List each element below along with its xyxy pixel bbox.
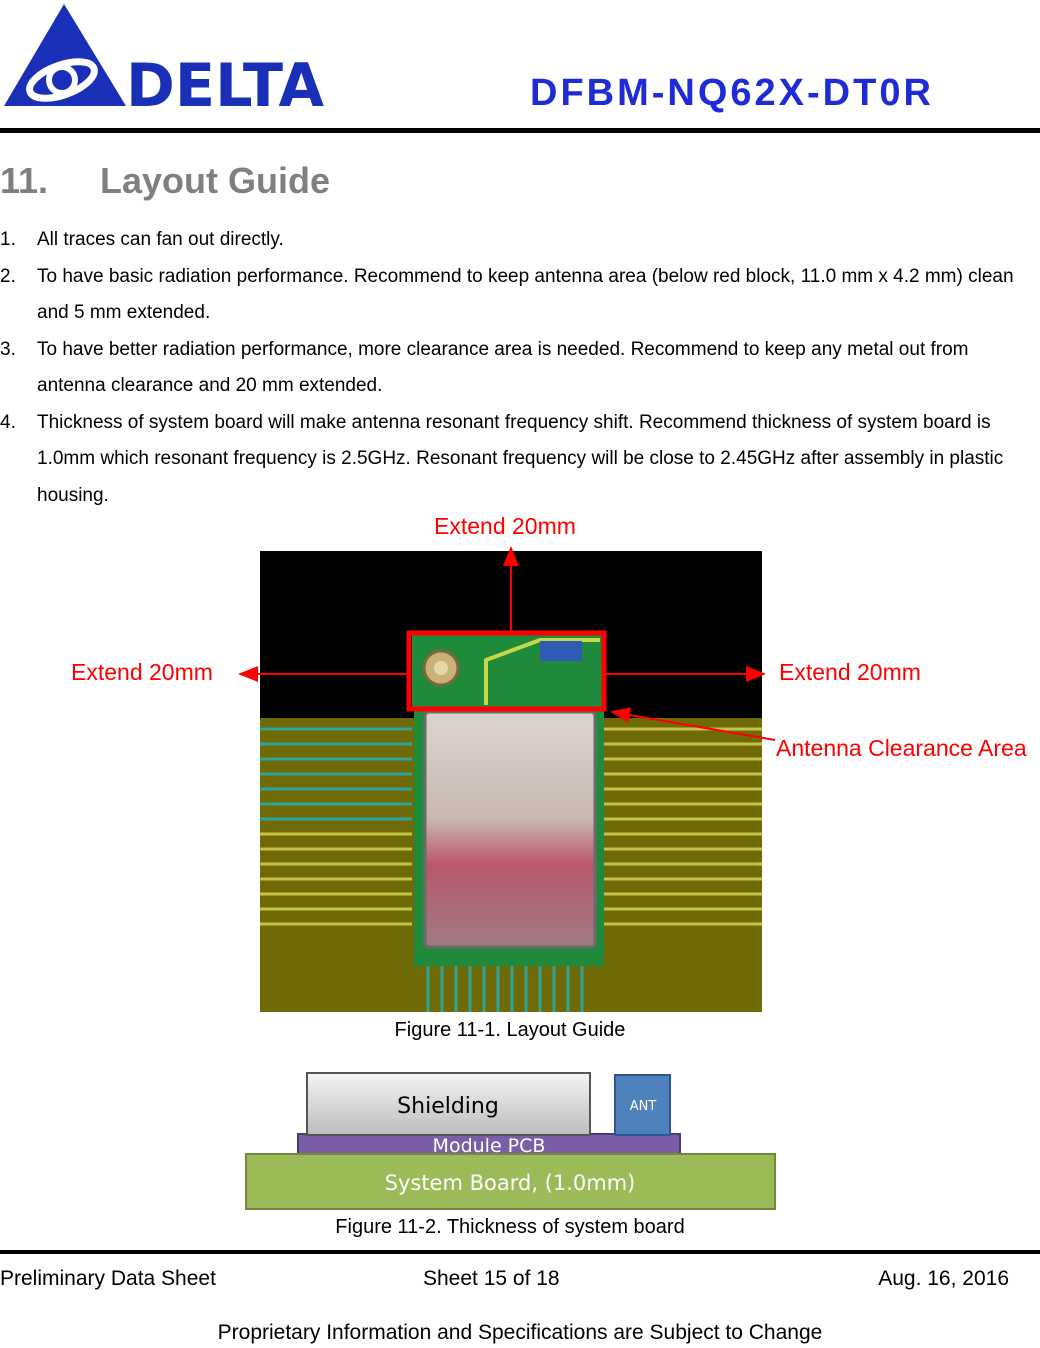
- header-rule: [0, 128, 1040, 133]
- label-extend-top: Extend 20mm: [434, 513, 576, 539]
- label-antenna-clearance: Antenna Clearance Area: [776, 735, 1027, 761]
- delta-logo: [0, 0, 330, 112]
- footer-date: Aug. 16, 2016: [878, 1267, 1009, 1290]
- guide-item-number: 1.: [0, 229, 16, 250]
- section-number: 11.: [0, 160, 49, 201]
- section-title: [0, 160, 330, 202]
- board-thickness-figure: [240, 1068, 780, 1214]
- figure2-caption: Figure 11-2. Thickness of system board: [335, 1216, 685, 1238]
- footer-status: Preliminary Data Sheet: [0, 1267, 216, 1290]
- guide-item-number: 3.: [0, 338, 16, 360]
- guide-item-number: 2.: [0, 265, 16, 287]
- figure1-caption: Figure 11-1. Layout Guide: [394, 1019, 626, 1041]
- guide-item-text: To have better radiation performance, more clearance area is needed. Recommend to keep any metal out from antenna clearance and 20 mm extended.: [37, 338, 969, 396]
- footer-note: Proprietary Information and Specifications are Subject to Change: [217, 1321, 823, 1344]
- label-extend-left: Extend 20mm: [71, 659, 213, 685]
- label-extend-right: Extend 20mm: [779, 659, 921, 685]
- guide-item-text: All traces can fan out directly.: [37, 229, 284, 250]
- module-shielding: [425, 712, 595, 947]
- guide-item-number: 4.: [0, 411, 16, 433]
- guide-item: [0, 332, 1030, 405]
- layout-guide-figure: [0, 505, 1040, 1025]
- guide-item-text: To have basic radiation performance. Recommend to keep antenna area (below red block, 11.0 mm x 4.2 mm) clean and 5 mm extended.: [37, 265, 1014, 323]
- guide-item: [0, 222, 1030, 259]
- shielding-label: Shielding: [397, 1094, 499, 1119]
- ant-label: ANT: [629, 1099, 657, 1114]
- logo-wordmark: DELTA: [126, 51, 325, 112]
- footer-sheet-number: Sheet 15 of 18: [423, 1267, 560, 1290]
- footer-rule: [0, 1250, 1040, 1254]
- guide-item: [0, 259, 1030, 332]
- guide-item-text: Thickness of system board will make antenna resonant frequency shift. Recommend thickness of system board is 1.0mm which resonant frequency is 2.5GHz. Resonant frequency will be close to 2.45GHz after assembly in plastic housing.: [37, 411, 1004, 506]
- guide-item: [0, 405, 1030, 515]
- document-id: DFBM-NQ62X-DT0R: [530, 72, 934, 114]
- system-board-label: System Board, (1.0mm): [384, 1171, 636, 1195]
- guide-list: [0, 222, 1030, 514]
- section-title-text: Layout Guide: [100, 160, 331, 201]
- module-pcb-label: Module PCB: [432, 1135, 546, 1157]
- antenna-chip: [540, 641, 582, 661]
